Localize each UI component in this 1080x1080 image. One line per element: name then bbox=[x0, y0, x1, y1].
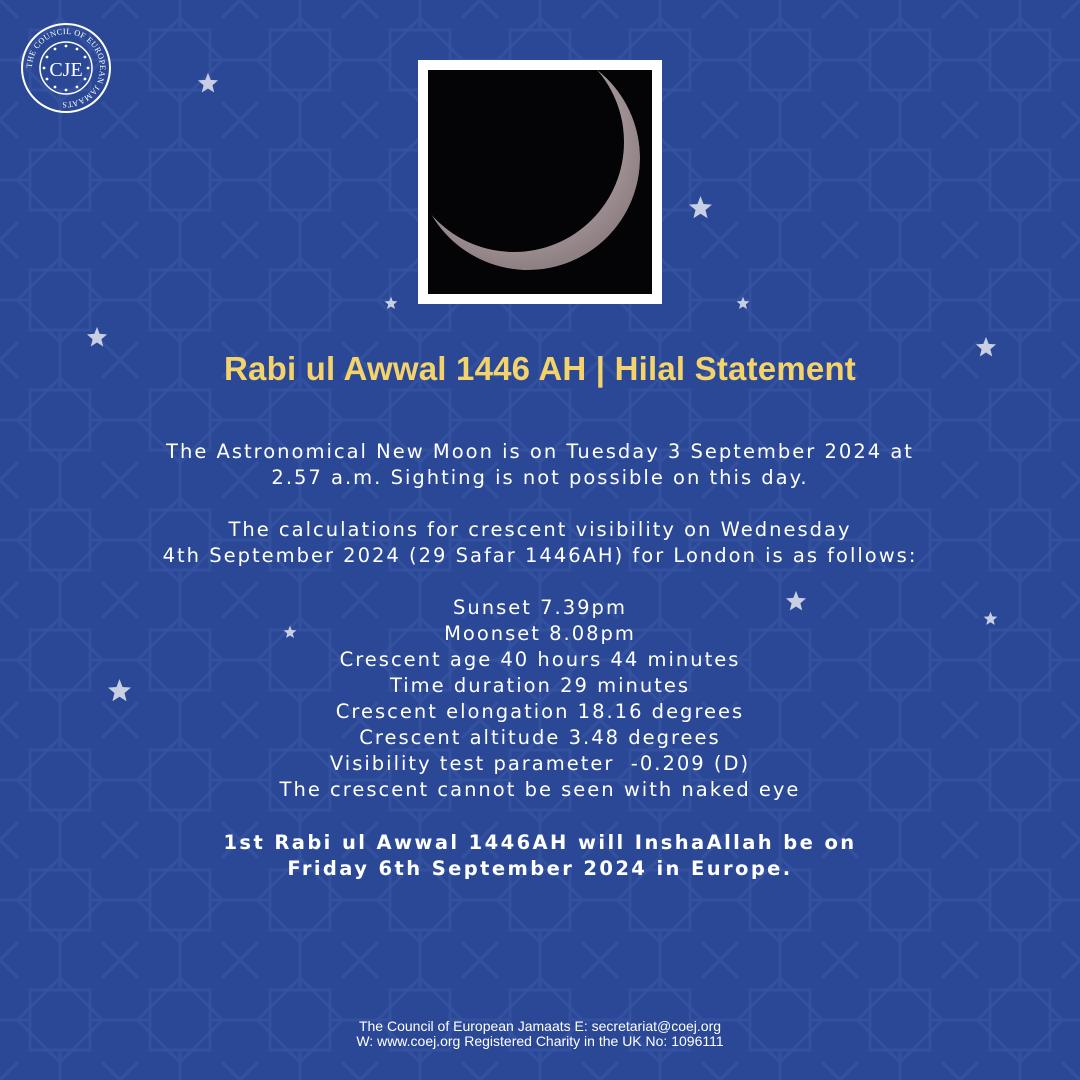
star-icon bbox=[736, 296, 750, 310]
stat-moonset: Moonset 8.08pm bbox=[444, 622, 636, 645]
footer bbox=[0, 1019, 1080, 1049]
star-icon bbox=[384, 296, 398, 310]
conclusion-statement bbox=[60, 830, 1020, 882]
logo-monogram: CJE bbox=[49, 59, 83, 81]
text-line: Friday 6th September 2024 in Europe. bbox=[287, 857, 793, 880]
stat-crescent-age: Crescent age 40 hours 44 minutes bbox=[339, 648, 741, 671]
calculations-intro-paragraph bbox=[60, 517, 1020, 569]
text-line: 2.57 a.m. Sighting is not possible on this day. bbox=[271, 466, 809, 489]
stat-crescent-elongation: Crescent elongation 18.16 degrees bbox=[335, 700, 745, 723]
star-icon bbox=[86, 326, 108, 348]
new-moon-paragraph bbox=[60, 439, 1020, 491]
footer-charity-line: W: www.coej.org Registered Charity in the UK No: 1096111 bbox=[356, 1033, 724, 1049]
text-line: 4th September 2024 (29 Safar 1446AH) for London is as follows: bbox=[162, 544, 918, 567]
text-line: 1st Rabi ul Awwal 1446AH will InshaAllah be on bbox=[223, 831, 857, 854]
text-line: The Astronomical New Moon is on Tuesday 3 September 2024 at bbox=[166, 440, 914, 463]
council-logo bbox=[20, 22, 112, 114]
stat-sunset: Sunset 7.39pm bbox=[453, 596, 627, 619]
text-line: The calculations for crescent visibility on Wednesday bbox=[228, 518, 852, 541]
logo-ring-text: THE COUNCIL OF EUROPEAN JAMAATS bbox=[24, 26, 108, 110]
visibility-stats-list bbox=[60, 595, 1020, 803]
footer-contact-line: The Council of European Jamaats E: secretariat@coej.org bbox=[358, 1018, 722, 1034]
page-title: Rabi ul Awwal 1446 AH | Hilal Statement bbox=[224, 350, 856, 387]
stat-visibility-result: The crescent cannot be seen with naked eye bbox=[279, 778, 801, 801]
stat-visibility-parameter: Visibility test parameter -0.209 (D) bbox=[329, 752, 751, 775]
stat-time-duration: Time duration 29 minutes bbox=[389, 674, 691, 697]
crescent-moon-photo bbox=[418, 60, 662, 304]
star-icon bbox=[688, 195, 713, 220]
stat-crescent-altitude: Crescent altitude 3.48 degrees bbox=[359, 726, 721, 749]
crescent-moon-icon bbox=[428, 70, 652, 294]
star-icon bbox=[197, 72, 219, 94]
